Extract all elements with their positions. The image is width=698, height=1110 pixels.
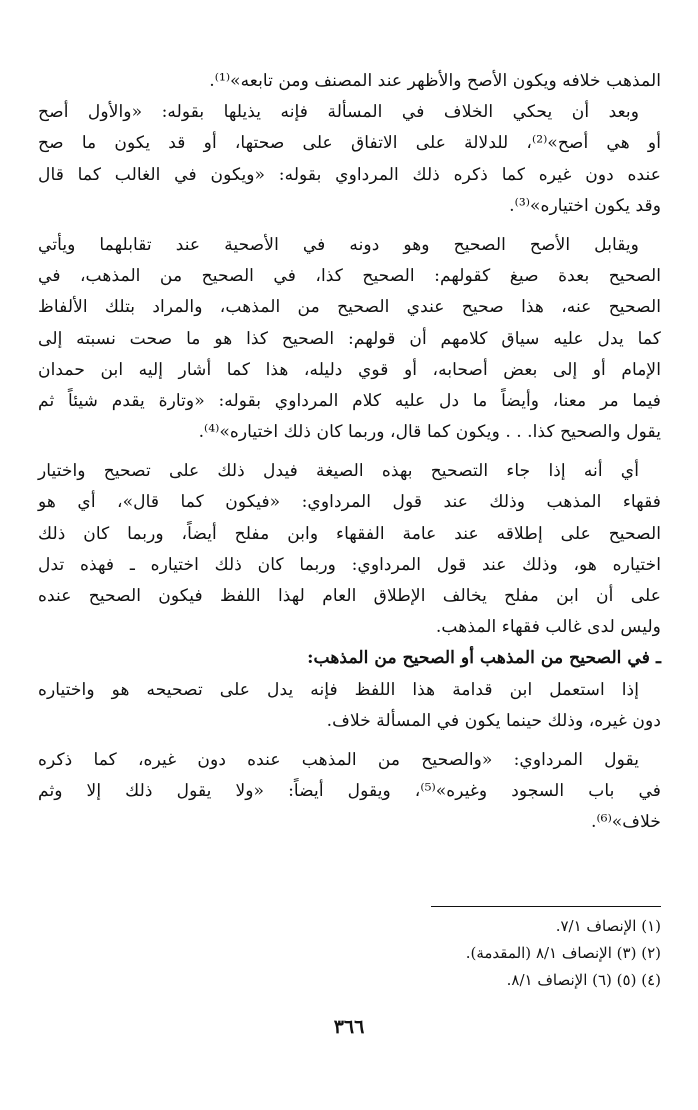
body-line: أو هي أصح»⁽²⁾، للدلالة على الاتفاق على صحتها، أو قد يكون ما صح	[38, 133, 661, 154]
body-line: ويقابل الأصح الصحيح وهو دونه في الأصحية عند تقابلهما ويأتي	[38, 234, 639, 255]
body-line: إذا استعمل ابن قدامة هذا اللفظ فإنه يدل على تصحيحه هو واختياره	[38, 679, 639, 700]
body-line: الإمام أو إلى بعض أصحابه، أو قوي دليله، هذا كما أشار إليه ابن حمدان	[38, 359, 661, 380]
body-line: دون غيره، وذلك حينما يكون في المسألة خلاف.	[326, 710, 661, 731]
footnote-divider	[431, 906, 661, 907]
body-line: فقهاء المذهب وذلك عند قول المرداوي: «فيكون كما قال»، أي هو	[38, 492, 661, 513]
body-line: في باب السجود وغيره»⁽⁵⁾، ويقول أيضاً: «ولا يقول ذلك إلا وثم	[38, 781, 662, 802]
body-line: وقد يكون اختياره»⁽³⁾.	[509, 195, 661, 216]
page-body	[38, 66, 661, 839]
body-line: عنده دون غيره كما ذكره ذلك المرداوي بقوله: «ويكون في الغالب كما قال	[38, 164, 661, 185]
body-line: وبعد أن يحكي الخلاف في المسألة فإنه يذيلها بقوله: «والأول أصح	[38, 102, 639, 123]
body-line: يقول المرداوي: «والصحيح من المذهب عنده دون غيره، كما ذكره	[38, 749, 639, 770]
body-line: وليس لدى غالب فقهاء المذهب.	[435, 617, 661, 638]
body-line: الصحيح بعدة صيغ كقولهم: الصحيح كذا، في الصحيح من المذهب، في	[38, 266, 661, 287]
body-line: الصحيح عنه، هذا صحيح عندي الصحيح من المذهب، والمراد بتلك الألفاظ	[38, 297, 661, 318]
body-line: خلاف»⁽⁶⁾.	[590, 812, 661, 833]
footnotes	[38, 906, 661, 994]
body-line: المذهب خلافه ويكون الأصح والأظهر عند المصنف ومن تابعه»⁽¹⁾.	[209, 71, 661, 91]
body-line: الصحيح على إطلاقه عند عامة الفقهاء وابن مفلح أيضاً، وربما كان ذلك	[38, 523, 661, 544]
body-line: كما يدل عليه سياق كلامهم أن قولهم: الصحيح كذا هو ما صحت نسبته إلى	[38, 328, 661, 349]
footnote: (٢) (٣) الإنصاف ٨/١ (المقدمة).	[465, 944, 661, 962]
body-line: يقول والصحيح كذا. . . ويكون كما قال، وربما كان ذلك اختياره»⁽⁴⁾.	[198, 422, 661, 443]
body-line: أي أنه إذا جاء التصحيح بهذه الصيغة فيدل ذلك على تصحيح واختيار	[38, 461, 639, 482]
body-line: على أن ابن مفلح يخالف الإطلاق العام لهذا اللفظ فيكون الصحيح عنده	[38, 586, 661, 606]
body-line: اختياره هو، وذلك عند قول المرداوي: وربما كان ذلك اختياره ـ فهذه تدل	[38, 554, 661, 575]
section-heading: ـ في الصحيح من المذهب أو الصحيح من المذهب:	[307, 648, 661, 669]
footnote: (٤) (٥) (٦) الإنصاف ٨/١.	[506, 971, 661, 989]
page-number: ٣٦٦	[333, 1016, 365, 1038]
footnote: (١) الإنصاف ٧/١.	[555, 917, 661, 935]
body-line: فيما مر معنا، وأيضاً ما دل عليه كلام المرداوي بقوله: «وتارة يقدم شيئاً ثم	[38, 390, 661, 411]
